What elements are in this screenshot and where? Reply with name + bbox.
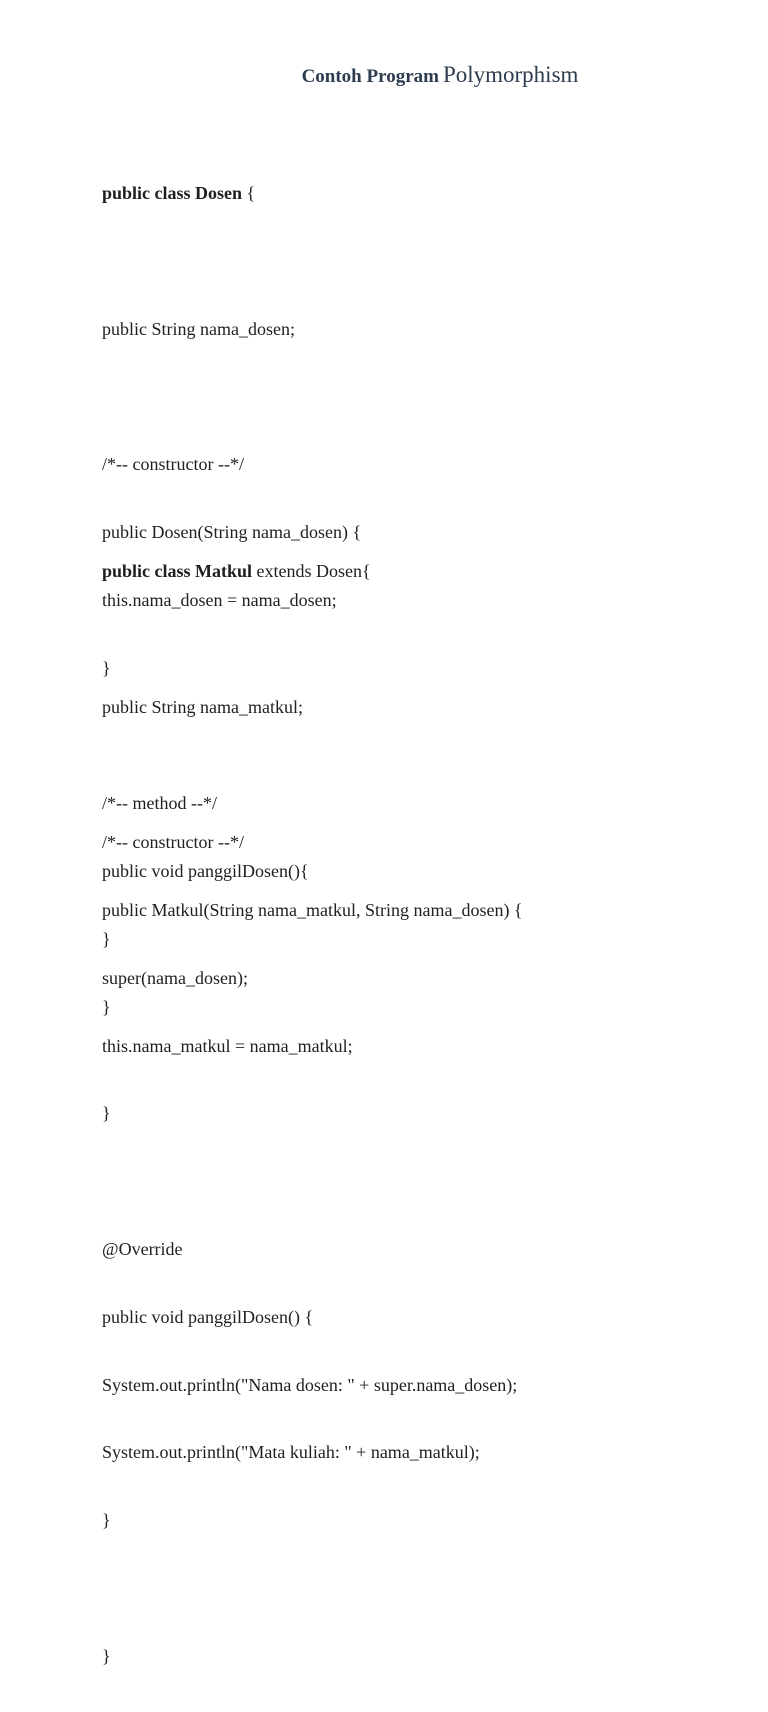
constructor-signature: public Matkul(String nama_matkul, String nama_dosen) { xyxy=(102,900,523,921)
constructor-signature: public Dosen(String nama_dosen) { xyxy=(102,522,362,543)
constructor-comment: /*-- constructor --*/ xyxy=(102,454,244,475)
constructor-super-call: super(nama_dosen); xyxy=(102,967,248,988)
class-close: } xyxy=(102,996,111,1017)
method-comment: /*-- method --*/ xyxy=(102,793,217,814)
constructor-close: } xyxy=(102,1103,111,1124)
class-declaration-keyword: public class Dosen xyxy=(102,183,243,204)
page-title xyxy=(0,62,768,88)
method-close: } xyxy=(102,928,111,949)
class-close: } xyxy=(102,1645,111,1666)
blank-line xyxy=(102,1170,523,1193)
blank-line xyxy=(102,1577,523,1600)
field-declaration: public String nama_matkul; xyxy=(102,696,303,717)
blank-line xyxy=(102,764,523,787)
print-statement-matkul: System.out.println("Mata kuliah: " + nama_matkul); xyxy=(102,1442,480,1463)
title-regular-part: Polymorphism xyxy=(442,62,579,87)
constructor-close: } xyxy=(102,657,111,678)
class-declaration xyxy=(102,182,361,205)
constructor-body: this.nama_matkul = nama_matkul; xyxy=(102,1035,353,1056)
constructor-body: this.nama_dosen = nama_dosen; xyxy=(102,589,337,610)
class-declaration-brace: { xyxy=(242,183,256,204)
title-bold-part: Contoh Program xyxy=(301,66,439,87)
override-annotation: @Override xyxy=(102,1239,183,1259)
class-declaration xyxy=(102,560,523,583)
blank-line xyxy=(102,250,361,273)
code-block-matkul xyxy=(102,515,523,1712)
method-signature: public void panggilDosen(){ xyxy=(102,861,309,881)
class-declaration-keyword: public class Matkul xyxy=(102,561,253,582)
class-declaration-extends: extends Dosen{ xyxy=(252,561,371,582)
constructor-comment: /*-- constructor --*/ xyxy=(102,832,244,853)
method-signature: public void panggilDosen() { xyxy=(102,1306,314,1327)
blank-line xyxy=(102,628,523,651)
blank-line xyxy=(102,386,361,409)
print-statement-dosen: System.out.println("Nama dosen: " + super.nama_dosen); xyxy=(102,1374,518,1395)
method-close: } xyxy=(102,1510,111,1531)
field-declaration: public String nama_dosen; xyxy=(102,318,295,339)
